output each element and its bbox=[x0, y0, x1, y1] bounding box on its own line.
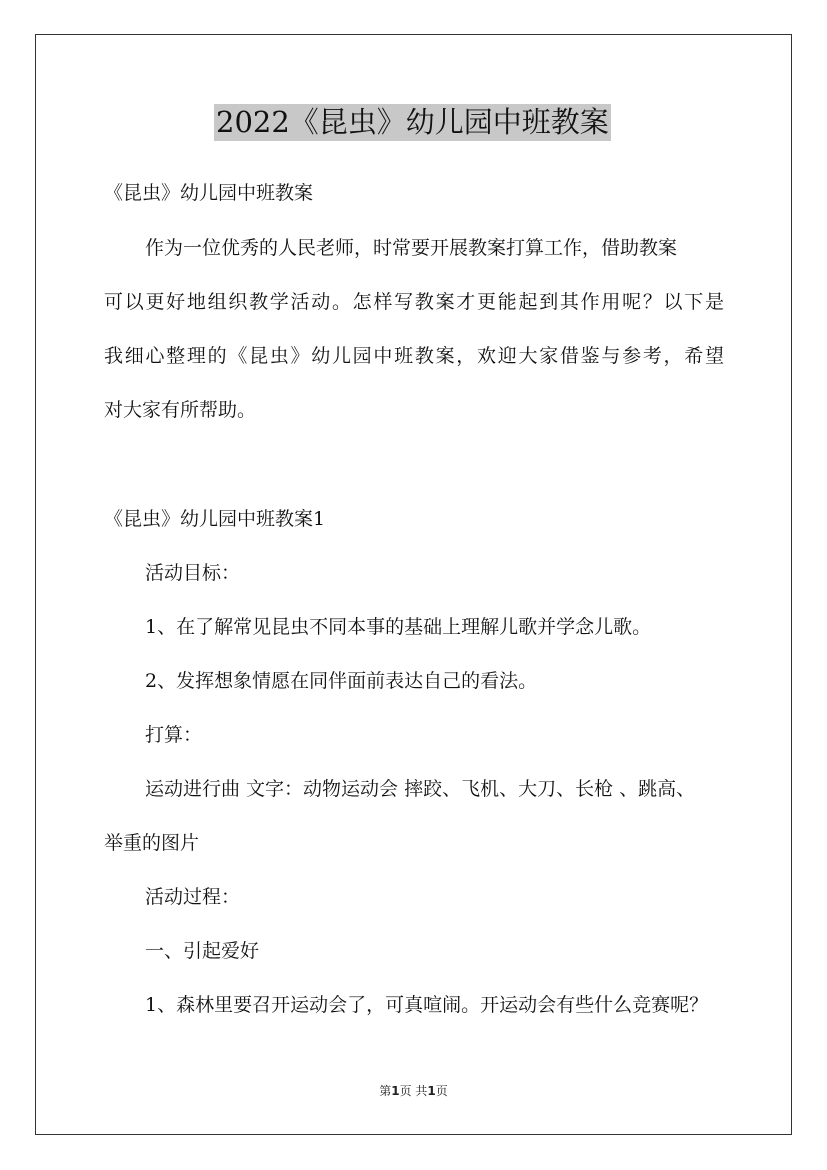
intro-line-2: 可以更好地组织教学活动。怎样写教案才更能起到其作用呢？以下是 bbox=[104, 291, 724, 313]
goal-item-2: 2、发挥想象情愿在同伴面前表达自己的看法。 bbox=[145, 670, 538, 692]
prep-line-1: 运动进行曲 文字：动物运动会 摔跤、飞机、大刀、长枪 、跳高、 bbox=[145, 778, 696, 800]
document-subtitle: 《昆虫》幼儿园中班教案 bbox=[104, 182, 314, 204]
footer-page-prefix: 第 bbox=[379, 1084, 392, 1098]
process-label: 活动过程： bbox=[145, 886, 241, 908]
footer-page-total: 1 bbox=[427, 1084, 436, 1098]
page-footer bbox=[0, 1083, 827, 1099]
goal-label: 活动目标： bbox=[145, 562, 241, 584]
step-1-text: 1、森林里要召开运动会了，可真喧闹。开运动会有些什么竞赛呢？ bbox=[145, 994, 709, 1016]
intro-line-1: 作为一位优秀的人民老师，时常要开展教案打算工作，借助教案 bbox=[145, 237, 678, 259]
prep-line-2: 举重的图片 bbox=[104, 832, 200, 854]
step-1-label: 一、引起爱好 bbox=[145, 940, 260, 962]
intro-line-4: 对大家有所帮助。 bbox=[104, 399, 257, 421]
intro-line-3: 我细心整理的《昆虫》幼儿园中班教案，欢迎大家借鉴与参考，希望 bbox=[104, 345, 724, 367]
prep-label: 打算： bbox=[145, 724, 203, 746]
section-heading: 《昆虫》幼儿园中班教案1 bbox=[104, 508, 326, 530]
footer-page-current: 1 bbox=[391, 1084, 400, 1098]
footer-page-suffix: 页 bbox=[435, 1084, 448, 1098]
goal-item-1: 1、在了解常见昆虫不同本事的基础上理解儿歌并学念儿歌。 bbox=[145, 616, 652, 638]
footer-page-mid: 页 共 bbox=[399, 1084, 428, 1098]
document-title: 2022《昆虫》幼儿园中班教案 bbox=[216, 105, 609, 139]
